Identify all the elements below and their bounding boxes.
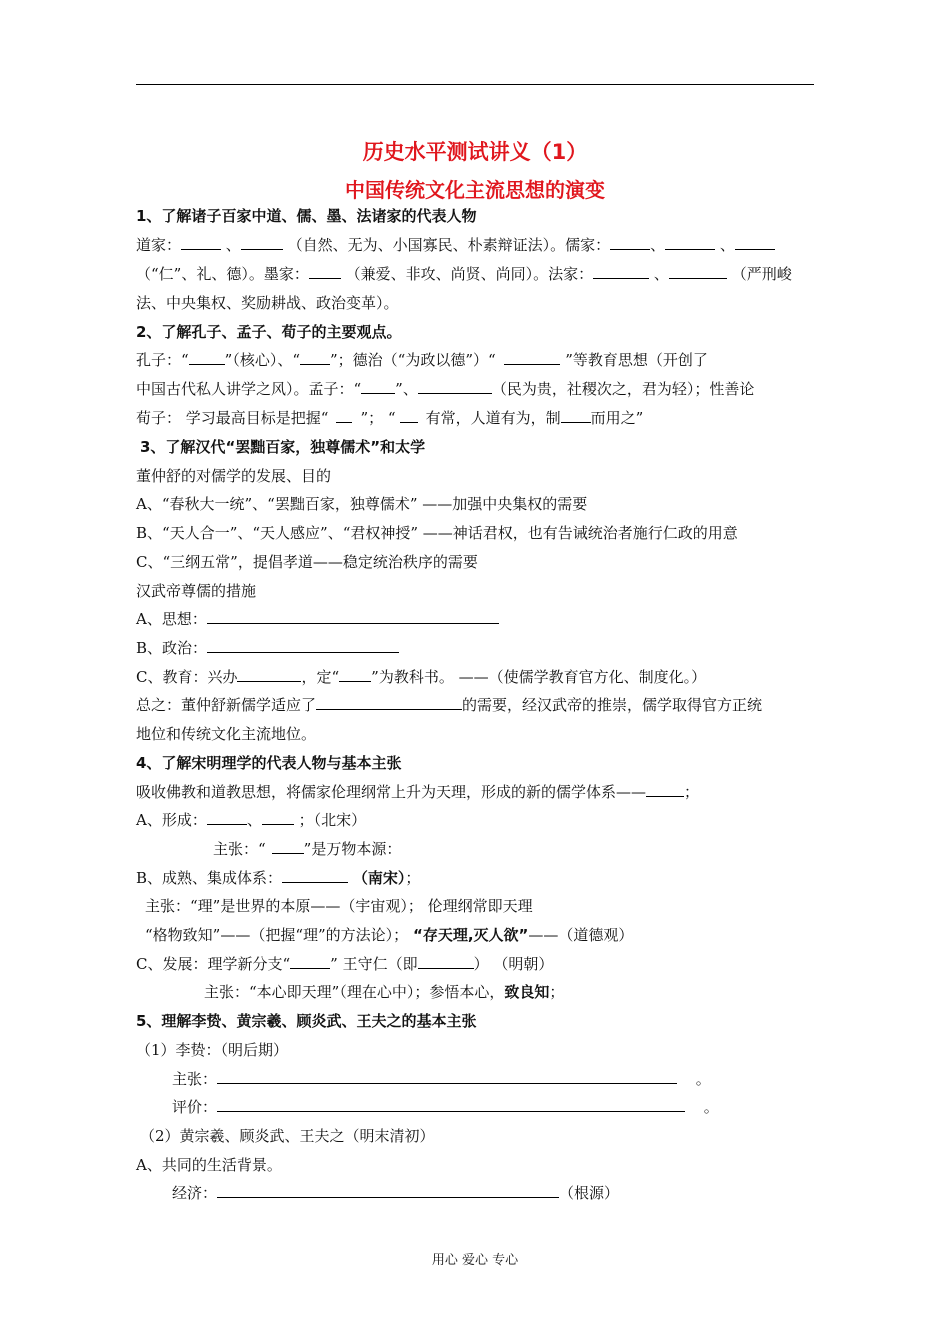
- blank: [561, 408, 591, 423]
- blank: [504, 350, 560, 365]
- s3-line-diwei: 地位和传统文化主流地位。: [136, 725, 317, 743]
- header-rule: [136, 84, 814, 85]
- s5-line-pingjia: [172, 1096, 719, 1118]
- blank: [665, 235, 715, 250]
- text: ；: [684, 783, 700, 801]
- blank: [207, 638, 399, 653]
- text: ；（北宋）: [298, 811, 367, 829]
- text: 。: [695, 1070, 711, 1088]
- s3-line-dzs: 董仲舒的对儒学的发展、目的: [136, 467, 332, 485]
- s4-line-gewu: [145, 924, 633, 946]
- s1-line-1: [136, 234, 775, 256]
- text: 的需要，经汉武帝的推崇，儒学取得官方正统: [462, 696, 763, 714]
- blank: [339, 667, 371, 682]
- s3-line-zongzhi: [136, 694, 762, 716]
- text: 有常，人道有为，制: [425, 409, 561, 427]
- text: ”等教育思想（开创了: [565, 351, 708, 369]
- text: 主张：: [172, 1070, 218, 1088]
- text: 吸收佛教和道教思想，将儒家伦理纲常上升为天理，形成的新的儒学体系——: [136, 783, 647, 801]
- text: C、教育：兴办: [136, 668, 238, 686]
- s3-line-b: B、“天人合一”、“天人感应”、“君权神授” ——神话君权，也有告诫统治者施行仁政的用意: [136, 524, 738, 542]
- blank: [207, 609, 499, 624]
- text: A、思想：: [136, 610, 207, 628]
- s4-line-zhuzhang-3: [204, 981, 564, 1003]
- blank: [217, 1183, 559, 1198]
- blank: [669, 264, 727, 279]
- s4-line-chengshu: [136, 867, 420, 889]
- blank: [241, 235, 283, 250]
- text: B、成熟、集成体系：: [136, 869, 283, 887]
- s2-line-1: [136, 349, 708, 371]
- blank: [282, 868, 348, 883]
- s3-line-zhengzhi: [136, 637, 399, 659]
- text: 总之：董仲舒新儒学适应了: [136, 696, 317, 714]
- s4-line-fazhan: [136, 953, 553, 975]
- blank: [361, 379, 395, 394]
- page-subtitle: 中国传统文化主流思想的演变: [345, 178, 605, 202]
- s4-line-intro: [136, 781, 699, 803]
- blank: [262, 810, 294, 825]
- blank: [217, 1069, 677, 1084]
- s5-line-zhuzhang: [172, 1068, 711, 1090]
- text: 、: [650, 236, 666, 254]
- blank: [316, 695, 462, 710]
- blank: [735, 235, 775, 250]
- blank: [217, 1097, 685, 1112]
- s1-line-2: [136, 263, 792, 285]
- s5-line-beijing: A、共同的生活背景。: [136, 1156, 282, 1174]
- blank: [237, 667, 301, 682]
- text: ；: [405, 869, 421, 887]
- page-title: 历史水平测试讲义（1）: [362, 140, 588, 164]
- blank: [300, 350, 330, 365]
- s4-line-zhuzhang-2: 主张：“理”是世界的本原——（宇宙观）； 伦理纲常即天理: [145, 897, 533, 915]
- text: （“仁”、礼、德）。墨家：: [136, 265, 309, 283]
- text: （根源）: [559, 1184, 620, 1202]
- section-4-heading: 4、了解宋明理学的代表人物与基本主张: [136, 754, 402, 772]
- text: ；: [549, 983, 565, 1001]
- page-footer: 用心 爱心 专心: [431, 1253, 519, 1268]
- text: “存天理,灭人欲”: [412, 926, 529, 944]
- text: 经济：: [172, 1184, 218, 1202]
- s5-line-lizhi: （1）李贽：（明后期）: [136, 1041, 289, 1059]
- text: 主张：“: [213, 840, 266, 858]
- s2-line-2: [136, 378, 754, 400]
- text: （严刑峻: [731, 265, 792, 283]
- blank: [189, 350, 225, 365]
- blank: [418, 379, 492, 394]
- text: （兼爱、非攻、尚贤、尚同）。法家：: [345, 265, 594, 283]
- s4-line-zhuzhang-1: [213, 838, 401, 860]
- blank: [418, 954, 474, 969]
- blank: [593, 264, 649, 279]
- text: （南宋）: [352, 869, 406, 887]
- blank: [400, 408, 418, 423]
- text: ） （明朝）: [473, 955, 554, 973]
- blank: [272, 839, 304, 854]
- text: 主张：“本心即天理”（理在心中）；参悟本心，: [204, 983, 505, 1001]
- s3-line-c: C、“三纲五常”，提倡孝道——稳定统治秩序的需要: [136, 553, 478, 571]
- text: B、政治：: [136, 639, 208, 657]
- text: ——（道德观）: [528, 926, 634, 944]
- text: ” 王守仁（即: [330, 955, 418, 973]
- section-3-heading: 3、了解汉代“罢黜百家，独尊儒术”和太学: [140, 438, 426, 456]
- text: （民为贵，社稷次之，君为轻）；性善论: [491, 380, 755, 398]
- s3-line-jiaoyu: [136, 666, 706, 688]
- text: 中国古代私人讲学之风）。孟子：“: [136, 380, 362, 398]
- text: ”、: [395, 380, 418, 398]
- text: ”（核心）、“: [224, 351, 301, 369]
- s1-line-3: 法、中央集权、奖励耕战、政治变革）。: [136, 294, 399, 312]
- text: ”；德治（“为政以德”）“: [330, 351, 496, 369]
- text: 荀子： 学习最高目标是把握“: [136, 409, 329, 427]
- text: “格物致知”——（把握“理”的方法论）；: [145, 926, 409, 944]
- s2-line-3: [136, 407, 643, 429]
- text: 、: [246, 811, 262, 829]
- text: 致良知: [504, 983, 550, 1001]
- text: 而用之”: [590, 409, 644, 427]
- text: （自然、无为、小国寡民、朴素辩证法）。儒家：: [287, 236, 611, 254]
- blank: [336, 408, 352, 423]
- blank: [290, 954, 330, 969]
- text: ”是万物本源：: [303, 840, 402, 858]
- text: 、: [225, 236, 241, 254]
- text: 评价：: [172, 1098, 218, 1116]
- blank: [610, 235, 650, 250]
- section-5-heading: 5、理解李贽、黄宗羲、顾炎武、王夫之的基本主张: [136, 1012, 477, 1030]
- text: ，定“: [301, 668, 340, 686]
- text: 、: [719, 236, 735, 254]
- s5-line-huang: （2）黄宗羲、顾炎武、王夫之（明末清初）: [140, 1127, 435, 1145]
- s5-line-jingji: [172, 1182, 619, 1204]
- section-1-heading: 1、了解诸子百家中道、儒、墨、法诸家的代表人物: [136, 207, 477, 225]
- text: 、: [653, 265, 669, 283]
- section-2-heading: 2、了解孔子、孟子、荀子的主要观点。: [136, 323, 402, 341]
- text: ”为教科书。 ——（使儒学教育官方化、制度化。）: [371, 668, 707, 686]
- blank: [181, 235, 221, 250]
- s3-line-hwd: 汉武帝尊儒的措施: [136, 582, 257, 600]
- text: 道家：: [136, 236, 182, 254]
- s4-line-xingcheng: [136, 809, 366, 831]
- blank: [646, 782, 684, 797]
- blank: [309, 264, 341, 279]
- text: 孔子：“: [136, 351, 189, 369]
- s3-line-sixiang: [136, 608, 499, 630]
- text: 。: [703, 1098, 719, 1116]
- blank: [207, 810, 247, 825]
- text: A、形成：: [136, 811, 207, 829]
- text: C、发展：理学新分支“: [136, 955, 291, 973]
- text: ”； “: [360, 409, 396, 427]
- s3-line-a: A、“春秋大一统”、“罢黜百家，独尊儒术” ——加强中央集权的需要: [136, 495, 588, 513]
